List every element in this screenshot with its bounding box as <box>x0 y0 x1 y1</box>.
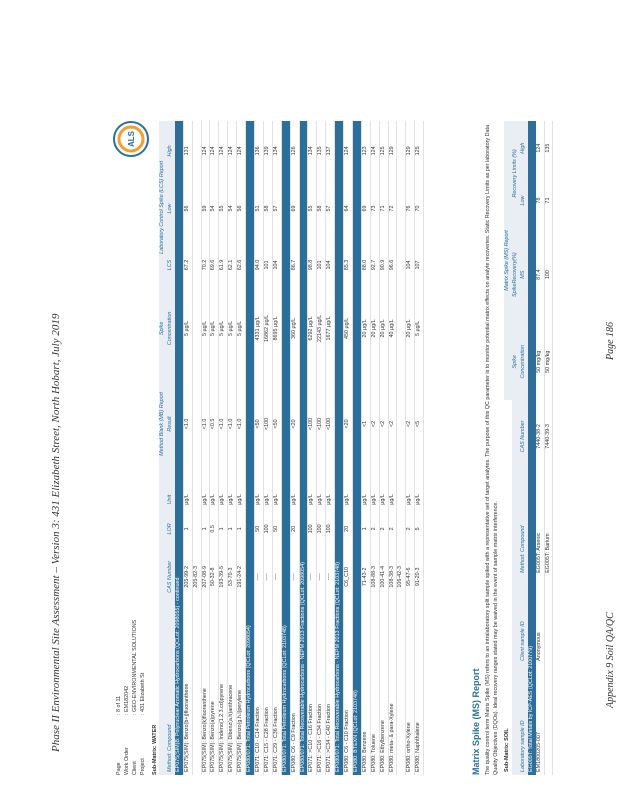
lcs-table <box>159 121 424 775</box>
low-cell: 56 <box>237 181 246 236</box>
spike-conc-header: Concentration <box>166 311 173 346</box>
cas-cell: 108-88-3 <box>370 544 379 610</box>
mb-result-cell: <50 <box>272 363 281 485</box>
lor-cell: 100 <box>308 514 317 544</box>
compound-cell: EP080: Ethylbenzene <box>379 610 388 775</box>
lcs-cell: 94.0 <box>254 236 263 294</box>
mb-result-cell: <1.0 <box>183 363 192 485</box>
compound-cell: EP080: C6 - C9 Fraction <box>290 610 299 775</box>
cas-cell: 71-43-2 <box>361 544 370 610</box>
low-cell: 57 <box>326 181 335 236</box>
ms-section-title: EG005T: Total Metals by ICP-AES (QCLot: 2100779) <box>527 645 534 772</box>
project-label: Project <box>140 758 146 775</box>
low-cell: 54 <box>228 181 237 236</box>
sample-id-cell <box>544 664 553 775</box>
mb-result-cell <box>397 363 406 485</box>
high-cell: 124 <box>210 121 219 181</box>
high-cell: 139 <box>263 121 272 181</box>
report-header-info <box>115 620 159 775</box>
cas-cell: 193-39-5 <box>219 544 228 610</box>
low-header: Low <box>166 203 173 214</box>
table-row <box>326 121 335 775</box>
ms-limits-header: Recovery Limits (%) <box>511 149 518 198</box>
mb-result-cell: <100 <box>317 363 326 485</box>
unit-cell <box>397 485 406 514</box>
table-row <box>406 121 415 775</box>
cas-cell: 50-32-8 <box>210 544 219 610</box>
low-cell: 69 <box>290 181 299 236</box>
mb-result-cell: <2 <box>370 363 379 485</box>
lor-cell: 2 <box>370 514 379 544</box>
low-cell: 69 <box>361 181 370 236</box>
unit-cell: µg/L <box>388 485 397 514</box>
section-header-row <box>335 121 344 775</box>
spike-conc-cell: 16862 µg/L <box>263 294 272 363</box>
compound-cell: EP075(SIM): Benzo(b+j)fluoranthene <box>183 610 192 775</box>
high-cell: 135 <box>317 121 326 181</box>
lcs-cell: 90.9 <box>379 236 388 294</box>
low-cell: 58 <box>263 181 272 236</box>
unit-cell: µg/L <box>379 485 388 514</box>
ms-cell: 87.4 <box>536 226 544 324</box>
lcs-cell: 69.6 <box>210 236 219 294</box>
table-row <box>388 121 397 775</box>
method-header: Method: Compound <box>166 724 173 772</box>
table-row <box>290 121 299 775</box>
low-cell: 71 <box>379 181 388 236</box>
high-cell: 125 <box>379 121 388 181</box>
compound-cell: EP071: >C10 - C16 Fraction <box>308 610 317 775</box>
table-row <box>228 121 237 775</box>
compound-cell: EP080: meta- & para-Xylene <box>388 610 397 775</box>
lcs-cell: 98.8 <box>308 236 317 294</box>
compound-cell: EP071: C15 - C28 Fraction <box>263 610 272 775</box>
compound-cell: EP075(SIM): Benzo(g.h.i)perylene <box>237 610 246 775</box>
spike-conc-cell: 5 µg/L <box>415 294 424 363</box>
high-cell: 129 <box>406 121 415 181</box>
spike-conc-cell: 360 µg/L <box>290 294 299 363</box>
cas-cell: 100-41-4 <box>379 544 388 610</box>
lcs-cell: 104 <box>406 236 415 294</box>
mb-result-cell: <5 <box>415 363 424 485</box>
unit-cell: µg/L <box>344 485 353 514</box>
lor-header: LOR <box>166 523 173 535</box>
unit-cell: µg/L <box>361 485 370 514</box>
cas-cell: 207-08-9 <box>201 544 210 610</box>
compound-cell: EP075(SIM): Dibenz(a.h)anthracene <box>228 610 237 775</box>
lcs-cell: 85.3 <box>344 236 353 294</box>
compound-cell: EP075(SIM): Benzo(k)fluoranthene <box>201 610 210 775</box>
mb-result-cell: <1.0 <box>219 363 228 485</box>
section-title: EP080/071: Total Recoverable Hydrocarbons - NEPM 2013 Fractions (QCLot: 2098054) <box>299 121 308 775</box>
mb-result-cell: <50 <box>254 363 263 485</box>
mb-result-cell: <100 <box>308 363 317 485</box>
unit-cell: µg/L <box>308 485 317 514</box>
project-value: : 431 Elizabeth St <box>140 672 146 715</box>
section-title: EP080/071: Total Petroleum Hydrocarbons (QCLot: 2103748) <box>281 121 290 775</box>
table-row <box>361 121 370 775</box>
lor-cell: 1 <box>228 514 237 544</box>
section-header-row <box>246 121 255 775</box>
cas-cell: ---- <box>308 544 317 610</box>
spike-conc-cell: 20 µg/L <box>370 294 379 363</box>
compound-cell: EP071: C10 - C14 Fraction <box>254 610 263 775</box>
mb-result-cell: <1.0 <box>228 363 237 485</box>
ms-description: The quality control term Matrix Spike (MS) refers to an intralaboratory split sample spiked with a representative set of target analytes. The purpose of this QC parameter is to monitor potential matrix effects on analyte recoveries. Static Recovery Limits as per laboratory Data Quality Objectives (DQOs). Ideal recovery ranges stated may be waived in the event of sample matrix interference. <box>485 125 499 775</box>
mb-result-header: Result <box>166 416 173 432</box>
compound-cell: EP075(SIM): Indeno(1.2.3.cd)pyrene <box>219 610 228 775</box>
table-row <box>544 121 553 775</box>
compound-cell: EP080: ortho-Xylene <box>406 610 415 775</box>
spike-conc-cell: 20 µg/L <box>379 294 388 363</box>
high-cell: 124 <box>370 121 379 181</box>
lor-cell: 100 <box>326 514 335 544</box>
compound-cell: EP080: Benzene <box>361 610 370 775</box>
lcs-group-header: Laboratory Control Spike (LCS) Report <box>159 160 165 254</box>
low-cell: 57 <box>272 181 281 236</box>
spike-conc-cell <box>192 294 201 363</box>
cas-cell: 108-38-3 <box>388 544 397 610</box>
low-cell: 71 <box>544 175 553 225</box>
cas-cell: 91-20-3 <box>415 544 424 610</box>
cas-cell: ---- <box>290 544 299 610</box>
cas-cell: 95-47-6 <box>406 544 415 610</box>
table-row <box>317 121 326 775</box>
spike-conc-cell: 4331 µg/L <box>254 294 263 363</box>
cas-cell: 106-42-3 <box>397 544 406 610</box>
table-row <box>536 121 544 775</box>
unit-cell: µg/L <box>237 485 246 514</box>
spike-conc-cell: 6292 µg/L <box>308 294 317 363</box>
lor-cell: 1 <box>201 514 210 544</box>
high-cell: 134 <box>308 121 317 181</box>
mb-result-cell: <2 <box>388 363 397 485</box>
unit-cell: µg/L <box>254 485 263 514</box>
document-page-header: Phase II Environmental Site Assessment – Version 3: 431 Elizabeth Street, North Hobart, July 2019 <box>50 313 62 752</box>
table-row <box>415 121 424 775</box>
mb-result-cell: <2 <box>406 363 415 485</box>
compound-cell: EP071: C29 - C36 Fraction <box>272 610 281 775</box>
lcs-header: LCS <box>166 259 173 271</box>
cas-cell: ---- <box>263 544 272 610</box>
lcs-cell: 62.1 <box>228 236 237 294</box>
section-header-row <box>352 121 361 775</box>
compound-cell: EP071: >C16 - C34 Fraction <box>317 610 326 775</box>
ms-spike-header: Spike <box>511 355 518 369</box>
section-title: EP080: BTEXN (QCLot: 2103748) <box>352 121 361 775</box>
client-value: : GEO-ENVIRONMENTAL SOLUTIONS <box>132 619 138 715</box>
table-row <box>192 121 201 775</box>
sample-id-cell: EM1800205-007 <box>536 664 544 775</box>
lcs-cell: 101 <box>263 236 272 294</box>
high-cell: 124 <box>228 121 237 181</box>
spike-conc-cell: 20 µg/L <box>361 294 370 363</box>
unit-cell: µg/L <box>210 485 219 514</box>
spike-conc-cell: 5 µg/L <box>201 294 210 363</box>
low-cell <box>397 181 406 236</box>
lcs-cell <box>192 236 201 294</box>
mb-result-cell: <20 <box>290 363 299 485</box>
unit-cell: µg/L <box>370 485 379 514</box>
high-cell: 123 <box>361 121 370 181</box>
lor-cell <box>397 514 406 544</box>
section-header-row <box>281 121 290 775</box>
compound-cell: EP080: Toluene <box>370 610 379 775</box>
ms-method-header: Method: Compound <box>519 525 526 573</box>
ms-high-header: High <box>519 142 526 154</box>
conc-cell: 50 mg/kg <box>536 324 544 400</box>
lor-cell: 100 <box>317 514 326 544</box>
mb-result-cell: <1.0 <box>237 363 246 485</box>
page-value: : 8 of 11 <box>116 695 122 715</box>
ms-submatrix: Sub-Matrix: SOIL <box>504 728 510 772</box>
lcs-cell: 104 <box>326 236 335 294</box>
cas-cell: ---- <box>317 544 326 610</box>
table-row <box>263 121 272 775</box>
ms-title: Matrix Spike (MS) Report <box>471 668 481 775</box>
ms-sample-id-header: Laboratory sample ID <box>519 720 526 772</box>
cas-cell: ---- <box>272 544 281 610</box>
client-id-cell: Anonymous <box>536 576 544 664</box>
high-cell: 124 <box>344 121 353 181</box>
spike-conc-cell: 5 µg/L <box>183 294 192 363</box>
lor-cell: 2 <box>406 514 415 544</box>
ms-cell: 100 <box>544 226 553 324</box>
ms-low-header: Low <box>519 195 526 206</box>
table-row <box>210 121 219 775</box>
ms-ms-header: MS <box>519 270 526 279</box>
high-cell: 125 <box>415 121 424 181</box>
unit-cell: µg/L <box>201 485 210 514</box>
lor-cell: 1 <box>183 514 192 544</box>
lor-cell: 2 <box>388 514 397 544</box>
high-cell: 124 <box>536 121 544 175</box>
spike-conc-cell: 1677 µg/L <box>326 294 335 363</box>
spike-conc-cell <box>397 294 406 363</box>
lor-cell: 5 <box>415 514 424 544</box>
table-row <box>344 121 353 775</box>
lcs-body <box>175 121 424 775</box>
lcs-cell: 107 <box>415 236 424 294</box>
low-cell: 55 <box>219 181 228 236</box>
mb-result-cell: <20 <box>344 363 353 485</box>
lcs-cell: 61.9 <box>219 236 228 294</box>
ms-table <box>504 121 553 775</box>
lcs-cell: 62.6 <box>237 236 246 294</box>
cas-header: CAS Number <box>166 560 173 593</box>
mb-result-cell <box>192 363 201 485</box>
table-row <box>183 121 192 775</box>
compound-cell <box>192 610 201 775</box>
ms-client-id-header: Client sample ID <box>519 621 526 661</box>
unit-cell: µg/L <box>290 485 299 514</box>
low-cell: 73 <box>370 181 379 236</box>
low-cell: 64 <box>344 181 353 236</box>
unit-cell: µg/L <box>183 485 192 514</box>
compound-cell: EG005T: Arsenic <box>536 473 544 576</box>
mb-result-cell: <100 <box>326 363 335 485</box>
low-cell: 59 <box>201 181 210 236</box>
cas-cell: 205-99-2 <box>183 544 192 610</box>
mb-result-cell: <100 <box>263 363 272 485</box>
unit-cell: µg/L <box>263 485 272 514</box>
qc-report-page <box>109 113 591 783</box>
lcs-cell: 101 <box>317 236 326 294</box>
ms-body <box>536 121 553 775</box>
compound-cell: EP080: Naphthalene <box>415 610 424 775</box>
low-cell: 51 <box>254 181 263 236</box>
logo-text: ALS <box>127 131 136 147</box>
table-row <box>308 121 317 775</box>
high-cell: 134 <box>272 121 281 181</box>
table-row <box>370 121 379 775</box>
low-cell: 76 <box>406 181 415 236</box>
table-row <box>201 121 210 775</box>
spike-conc-cell: 5 µg/L <box>237 294 246 363</box>
high-cell: 137 <box>326 121 335 181</box>
high-cell: 131 <box>183 121 192 181</box>
unit-cell: µg/L <box>228 485 237 514</box>
lcs-cell: 86.7 <box>290 236 299 294</box>
lcs-cell: 70.2 <box>201 236 210 294</box>
spike-conc-cell: 5 µg/L <box>210 294 219 363</box>
section-title: EP080/071: Total Recoverable Hydrocarbons - NEPM 2013 Fractions (QCLot: 2103748) <box>335 121 344 775</box>
lor-cell: 0.5 <box>210 514 219 544</box>
unit-cell <box>192 485 201 514</box>
page-label: Page <box>116 762 122 775</box>
cas-cell: ---- <box>254 544 263 610</box>
table-row <box>379 121 388 775</box>
section-header-row <box>299 121 308 775</box>
unit-header: Unit <box>166 494 173 505</box>
lor-cell: 20 <box>344 514 353 544</box>
table-row <box>254 121 263 775</box>
lor-cell: 1 <box>237 514 246 544</box>
spike-conc-cell: 5 µg/L <box>228 294 237 363</box>
lor-cell: 100 <box>263 514 272 544</box>
section-title: EP080/071: Total Petroleum Hydrocarbons (QCLot: 2098054) <box>246 121 255 775</box>
unit-cell: µg/L <box>317 485 326 514</box>
compound-cell: EP075(SIM): Benzo(a)pyrene <box>210 610 219 775</box>
appendix-footer: Appendix 9 Soil QA/QC <box>605 612 616 708</box>
cas-cell: ---- <box>326 544 335 610</box>
mb-result-cell: <1.0 <box>201 363 210 485</box>
table-row <box>219 121 228 775</box>
client-id-cell <box>544 576 553 664</box>
high-cell: 124 <box>219 121 228 181</box>
lor-cell: 2 <box>379 514 388 544</box>
mb-result-cell: <2 <box>379 363 388 485</box>
lcs-cell: 67.2 <box>183 236 192 294</box>
lor-cell: 20 <box>290 514 299 544</box>
ms-group-header: Matrix Spike (MS) Report <box>504 121 512 400</box>
compound-cell: EP080: C6 - C10 Fraction <box>344 610 353 775</box>
table-row <box>397 121 406 775</box>
low-cell: 72 <box>388 181 397 236</box>
unit-cell: µg/L <box>272 485 281 514</box>
mb-group-header: Method Blank (MB) Report <box>159 392 165 456</box>
mb-result-cell: <0.5 <box>210 363 219 485</box>
cas-cell: 7440-39-3 <box>544 400 553 473</box>
compound-cell: EG005T: Barium <box>544 473 553 576</box>
work-order-value: : EM182042 <box>124 685 130 715</box>
cas-cell: C6_C10 <box>344 544 353 610</box>
lcs-cell: 88.0 <box>361 236 370 294</box>
conc-cell: 50 mg/kg <box>544 324 553 400</box>
lcs-cell <box>397 236 406 294</box>
compound-cell <box>397 610 406 775</box>
spike-conc-cell: 5 µg/L <box>219 294 228 363</box>
compound-cell: EP071: >C34 - C40 Fraction <box>326 610 335 775</box>
spike-conc-cell: 8695 µg/L <box>272 294 281 363</box>
spike-group-header: Spike <box>159 321 165 336</box>
high-header: High <box>166 145 173 157</box>
ms-spike-recovery-header: SpikeRecovery(%) <box>511 252 518 297</box>
low-cell: 58 <box>317 181 326 236</box>
high-cell: 135 <box>544 121 553 175</box>
cas-cell: 191-24-2 <box>237 544 246 610</box>
client-label: Client <box>132 761 138 775</box>
lor-cell: 50 <box>254 514 263 544</box>
lcs-cell: 96.6 <box>388 236 397 294</box>
mb-result-cell: <1 <box>361 363 370 485</box>
work-order-label: Work Order <box>124 747 130 775</box>
spike-conc-cell: 40 µg/L <box>388 294 397 363</box>
low-cell: 56 <box>183 181 192 236</box>
als-logo <box>111 119 151 159</box>
low-cell: 70 <box>415 181 424 236</box>
unit-cell: µg/L <box>406 485 415 514</box>
lor-cell: 1 <box>219 514 228 544</box>
submatrix-water: Sub-Matrix: WATER <box>152 724 158 775</box>
spike-conc-cell: 20 µg/L <box>406 294 415 363</box>
lcs-cell: 104 <box>272 236 281 294</box>
lor-cell <box>192 514 201 544</box>
spike-conc-cell: 22143 µg/L <box>317 294 326 363</box>
high-cell: 136 <box>254 121 263 181</box>
lor-cell: 1 <box>361 514 370 544</box>
cas-cell: 205-82-3 <box>192 544 201 610</box>
unit-cell: µg/L <box>415 485 424 514</box>
section-header-row <box>175 121 183 775</box>
table-row <box>237 121 246 775</box>
lcs-cell: 92.7 <box>370 236 379 294</box>
unit-cell: µg/L <box>326 485 335 514</box>
lor-cell: 50 <box>272 514 281 544</box>
high-cell: 126 <box>290 121 299 181</box>
page-number: Page 186 <box>605 321 616 360</box>
unit-cell: µg/L <box>219 485 228 514</box>
low-cell: 78 <box>536 175 544 225</box>
ms-cas-header: CAS Number <box>519 420 526 453</box>
cas-cell: 7440-38-2 <box>536 400 544 473</box>
table-row <box>272 121 281 775</box>
ms-conc-header: Concentration <box>519 344 526 379</box>
high-cell <box>397 121 406 181</box>
cas-cell: 53-70-3 <box>228 544 237 610</box>
section-title: EP075(SIM)B: Polynuclear Aromatic Hydrocarbons (QCLot: 2098055) - continued <box>175 121 183 775</box>
low-cell: 55 <box>308 181 317 236</box>
low-cell: 54 <box>210 181 219 236</box>
low-cell <box>192 181 201 236</box>
high-cell: 124 <box>237 121 246 181</box>
high-cell <box>192 121 201 181</box>
high-cell: 124 <box>201 121 210 181</box>
high-cell: 129 <box>388 121 397 181</box>
spike-conc-cell: 450 µg/L <box>344 294 353 363</box>
